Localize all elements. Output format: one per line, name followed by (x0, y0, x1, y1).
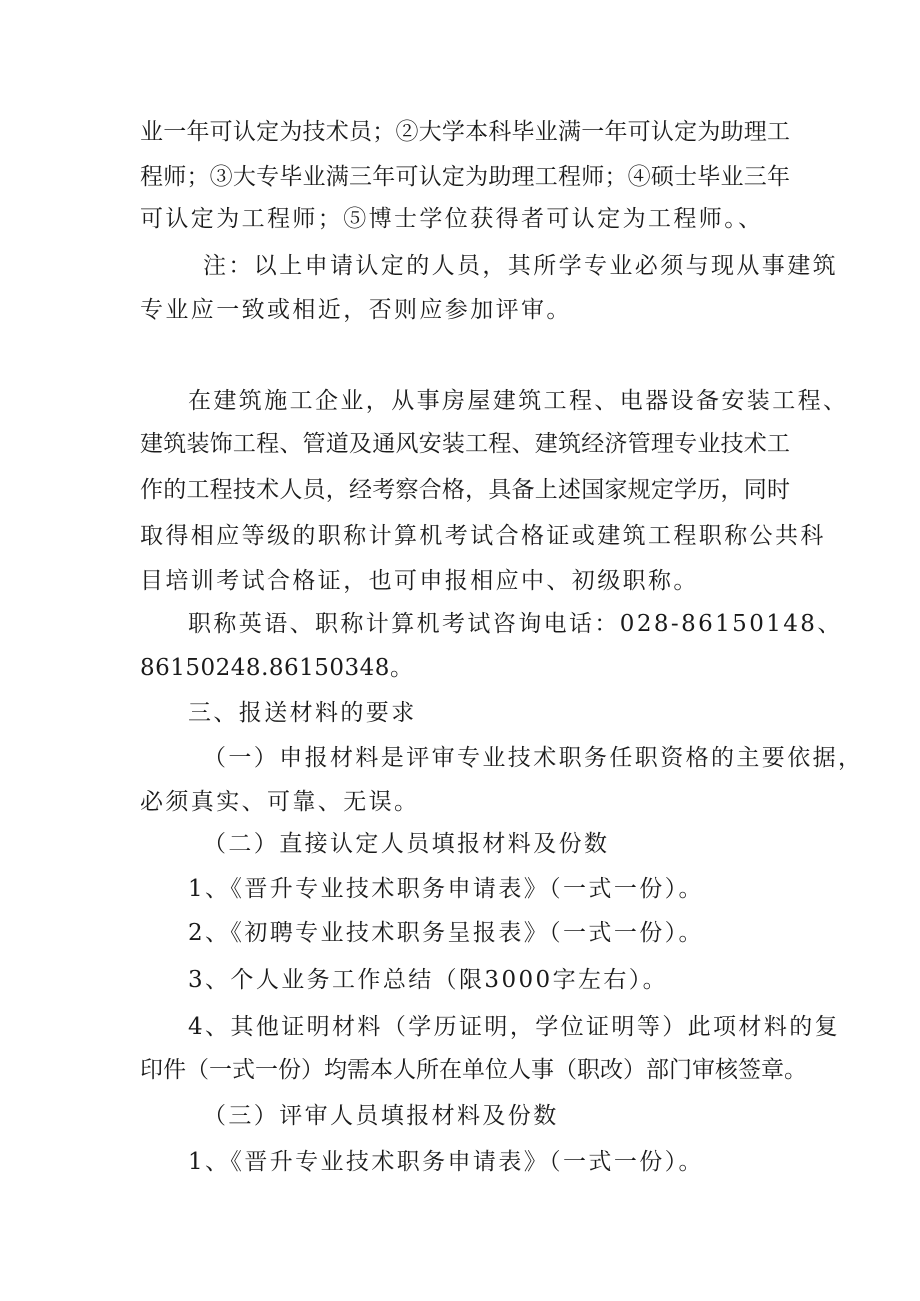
subsection-three-heading: （三）评审人员填报材料及份数 (203, 1103, 559, 1129)
text-line: 专业应一致或相近，否则应参加评审。 (140, 297, 572, 323)
list-item: 1、《晋升专业技术职务申请表》（一式一份）。 (188, 1149, 704, 1175)
text-line: 必须真实、可靠、无误。 (140, 789, 420, 815)
list-item: 4、其他证明材料（学历证明，学位证明等）此项材料的复 (188, 1014, 841, 1040)
list-item: 3、个人业务工作总结（限3000字左右）。 (188, 967, 669, 993)
text-line: 业一年可认定为技术员；②大学本科毕业满一年可认定为助理工 (140, 119, 790, 145)
list-item: 1、《晋升专业技术职务申请表》（一式一份）。 (188, 876, 704, 902)
section-heading: 三、报送材料的要求 (188, 700, 417, 726)
text-line: 取得相应等级的职称计算机考试合格证或建筑工程职称公共科 (140, 523, 826, 549)
text-line: 印件（一式一份）均需本人所在单位人事（职改）部门审核签章。 (140, 1057, 807, 1083)
contact-phone-numbers: 86150248.86150348。 (140, 655, 414, 681)
text-line: 可认定为工程师；⑤博士学位获得者可认定为工程师。、 (140, 206, 764, 232)
subsection-one: （一）申报材料是评审专业技术职务任职资格的主要依据， (203, 745, 864, 771)
text-line: 程师；③大专毕业满三年可认定为助理工程师；④硕士毕业三年 (140, 164, 790, 190)
note-paragraph-start: 注：以上申请认定的人员，其所学专业必须与现从事建筑 (203, 253, 838, 279)
list-item: 2、《初聘专业技术职务呈报表》（一式一份）。 (188, 920, 704, 946)
text-line: 作的工程技术人员，经考察合格，具备上述国家规定学历，同时 (140, 477, 790, 503)
text-line: 建筑装饰工程、管道及通风安装工程、建筑经济管理专业技术工 (140, 431, 790, 457)
paragraph-start: 在建筑施工企业，从事房屋建筑工程、电器设备安装工程、 (188, 388, 849, 414)
contact-phone-line: 职称英语、职称计算机考试咨询电话：028-86150148、 (188, 611, 843, 637)
text-line: 目培训考试合格证，也可申报相应中、初级职称。 (140, 568, 699, 594)
subsection-two-heading: （二）直接认定人员填报材料及份数 (203, 831, 610, 857)
